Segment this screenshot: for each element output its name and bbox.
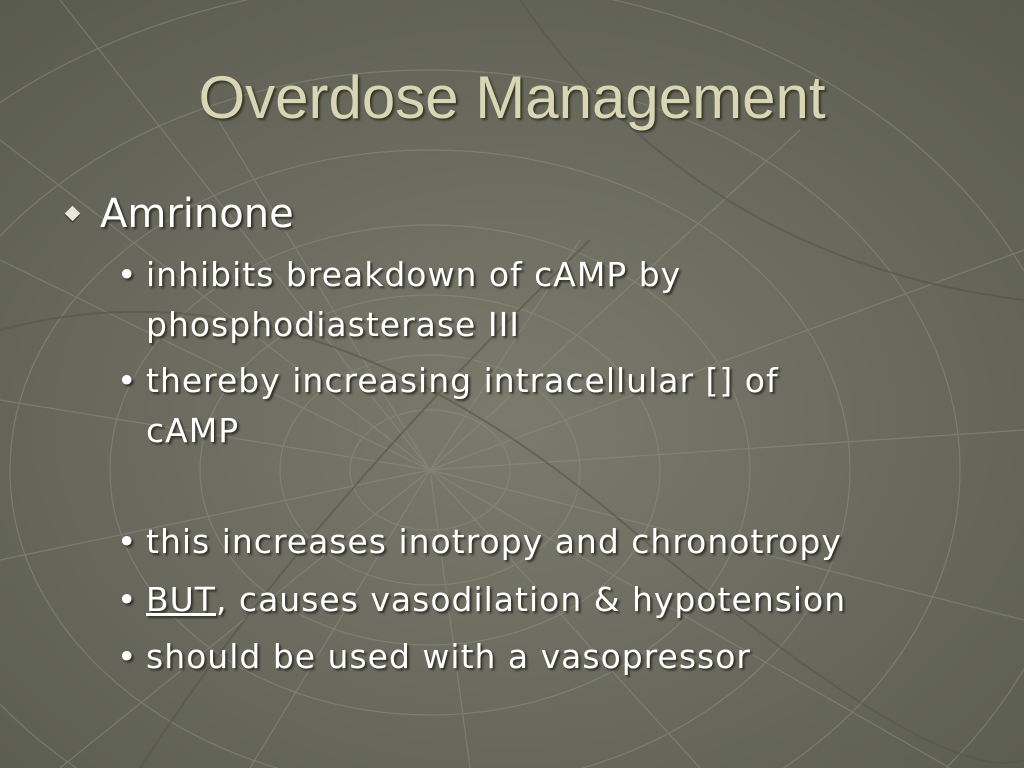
bullet-heading-text: Amrinone xyxy=(100,191,294,237)
sub-bullet-2-text: thereby increasing intracellular [] of cAMP xyxy=(146,361,779,450)
sub-bullet-1-text: inhibits breakdown of cAMP by phosphodiasterase III xyxy=(146,255,682,344)
emphasis-but: BUT xyxy=(146,580,216,619)
bullet-dot-icon: • xyxy=(117,637,138,676)
sub-bullet-4-text: BUT, causes vasodilation & hypotension xyxy=(146,580,847,619)
sub-bullet-5-text: should be used with a vasopressor xyxy=(146,637,751,676)
bullet-dot-icon: • xyxy=(117,580,138,619)
bullet-dot-icon: • xyxy=(117,361,138,400)
slide-title: Overdose Management xyxy=(198,64,826,131)
diamond-bullet-icon xyxy=(65,206,81,222)
bullet-dot-icon: • xyxy=(117,255,138,294)
bullet-dot-icon: • xyxy=(117,522,138,561)
sub-bullet-3-text: this increases inotropy and chronotropy xyxy=(146,522,842,561)
